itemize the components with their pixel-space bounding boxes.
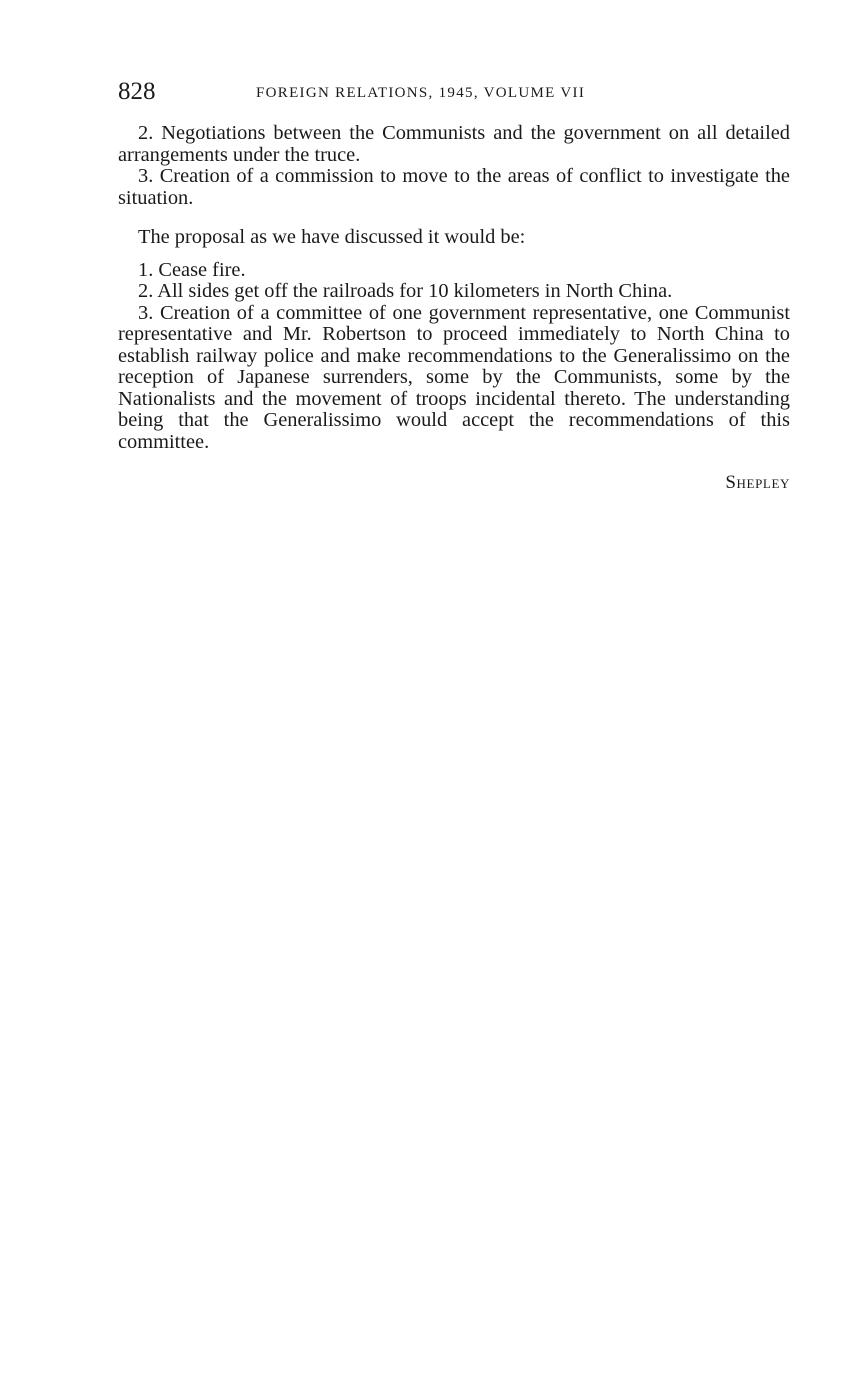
paragraph-cease-fire: 1. Cease fire.: [138, 258, 246, 281]
page-number: 828: [118, 78, 156, 105]
running-title: FOREIGN RELATIONS, 1945, VOLUME VII: [256, 85, 586, 101]
document-page: [118, 76, 790, 495]
paragraph-committee: 3. Creation of a committee of one government representative, one Communist representative and Mr. Robertson to proceed immediately to North China to establish railway police and make recommendations to the Generalissimo on the reception of Japanese surrenders, some by the Communists, some by the Nationalists and the movement of troops incidental thereto. The understanding being that the Generalissimo would accept the recommendations of this committee.: [118, 301, 790, 453]
paragraph-proposal-intro: The proposal as we have discussed it would be:: [138, 226, 526, 248]
document-body: [118, 123, 790, 453]
paragraph-negotiations: 2. Negotiations between the Communists and the government on all detailed arrangements under the truce.: [118, 122, 790, 166]
paragraph-railroads: 2. All sides get off the railroads for 10 kilometers in North China.: [138, 280, 673, 302]
signature: Shepley: [725, 472, 790, 493]
paragraph-commission: 3. Creation of a commission to move to the areas of conflict to investigate the situation.: [118, 165, 790, 209]
running-head: [118, 76, 790, 108]
